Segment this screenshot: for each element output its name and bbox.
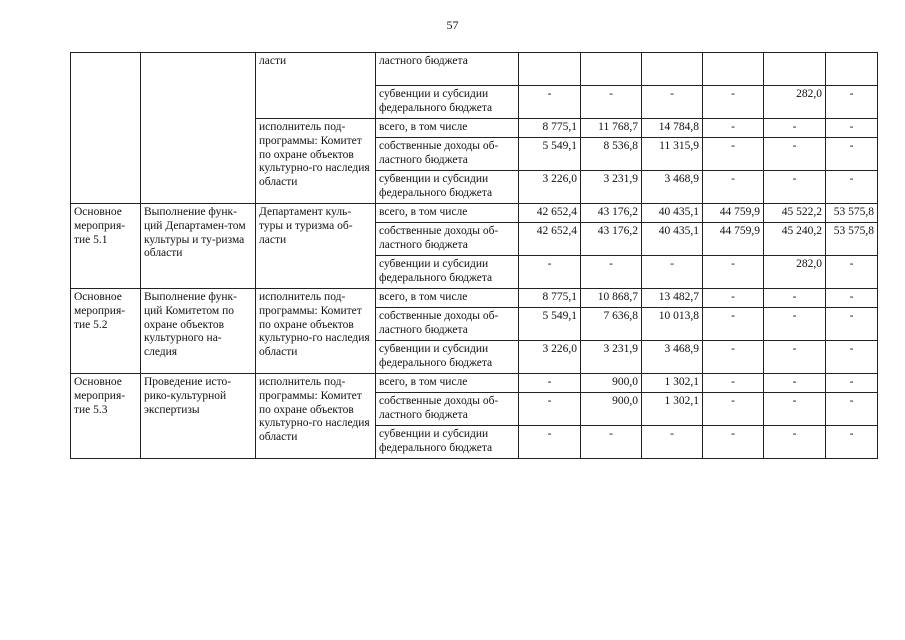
value-cell: - [703,289,764,308]
value-cell: 53 575,8 [826,223,878,256]
measure-name: Выполнение функ-ций Департамен-том культуры и ту-ризма области [141,204,256,289]
value-cell: - [581,86,642,119]
measure-name: Проведение исто-рико-культурной экспертизы [141,374,256,459]
value-cell: 8 536,8 [581,138,642,171]
value-cell: - [826,86,878,119]
measure-code: Основное мероприя-тие 5.1 [71,204,141,289]
value-cell: - [764,393,826,426]
value-cell [764,53,826,86]
value-cell: 5 549,1 [519,308,581,341]
source-cell: субвенции и субсидии федерального бюджета [376,86,519,119]
value-cell: - [703,256,764,289]
value-cell: - [519,256,581,289]
value-cell: 282,0 [764,256,826,289]
value-cell: - [764,308,826,341]
source-cell: собственные доходы об-ластного бюджета [376,138,519,171]
table-row [71,53,878,86]
value-cell: 45 240,2 [764,223,826,256]
value-cell: - [703,138,764,171]
value-cell: - [764,374,826,393]
value-cell: 3 468,9 [642,171,703,204]
value-cell: 11 768,7 [581,119,642,138]
source-cell: собственные доходы об-ластного бюджета [376,308,519,341]
value-cell: - [826,341,878,374]
executor-cell: ласти [256,53,376,119]
value-cell: 10 013,8 [642,308,703,341]
value-cell [703,53,764,86]
value-cell: 45 522,2 [764,204,826,223]
value-cell: - [764,119,826,138]
value-cell: - [703,374,764,393]
value-cell: - [581,426,642,459]
value-cell: - [703,308,764,341]
value-cell [519,53,581,86]
value-cell [642,53,703,86]
value-cell: - [703,341,764,374]
measure-code: Основное мероприя-тие 5.2 [71,289,141,374]
value-cell: 42 652,4 [519,223,581,256]
value-cell: - [764,426,826,459]
value-cell: - [826,308,878,341]
source-cell: всего, в том числе [376,119,519,138]
source-cell: субвенции и субсидии федерального бюджета [376,171,519,204]
value-cell: - [703,426,764,459]
value-cell: 44 759,9 [703,204,764,223]
value-cell: 1 302,1 [642,374,703,393]
source-cell: субвенции и субсидии федерального бюджета [376,341,519,374]
value-cell: - [703,86,764,119]
value-cell: - [642,426,703,459]
table-body [71,53,878,459]
value-cell: 40 435,1 [642,204,703,223]
value-cell: 1 302,1 [642,393,703,426]
value-cell: 11 315,9 [642,138,703,171]
empty-cell [71,53,141,204]
table-row [71,289,878,308]
value-cell: 3 226,0 [519,171,581,204]
value-cell: - [826,393,878,426]
source-cell: ластного бюджета [376,53,519,86]
value-cell: 14 784,8 [642,119,703,138]
value-cell: 5 549,1 [519,138,581,171]
value-cell: - [764,341,826,374]
page-number: 57 [446,18,459,32]
value-cell: - [519,86,581,119]
source-cell: собственные доходы об-ластного бюджета [376,393,519,426]
value-cell: - [764,138,826,171]
value-cell: - [826,138,878,171]
value-cell: - [826,426,878,459]
value-cell: 40 435,1 [642,223,703,256]
value-cell: 8 775,1 [519,289,581,308]
value-cell: 53 575,8 [826,204,878,223]
value-cell: 3 231,9 [581,341,642,374]
value-cell: - [826,374,878,393]
value-cell [826,53,878,86]
source-cell: собственные доходы об-ластного бюджета [376,223,519,256]
source-cell: субвенции и субсидии федерального бюджета [376,426,519,459]
value-cell: 3 231,9 [581,171,642,204]
value-cell: - [764,289,826,308]
executor-cell: исполнитель под-программы: Комитет по охране объектов культурно-го наследия области [256,374,376,459]
value-cell: - [826,256,878,289]
value-cell: - [703,171,764,204]
measure-code: Основное мероприя-тие 5.3 [71,374,141,459]
value-cell: - [826,171,878,204]
value-cell [581,53,642,86]
value-cell: - [519,374,581,393]
value-cell: - [703,393,764,426]
table-row [71,374,878,393]
value-cell: 42 652,4 [519,204,581,223]
value-cell: - [764,171,826,204]
source-cell: субвенции и субсидии федерального бюджета [376,256,519,289]
value-cell: 3 468,9 [642,341,703,374]
value-cell: - [642,86,703,119]
value-cell: 3 226,0 [519,341,581,374]
value-cell: - [826,289,878,308]
value-cell: 43 176,2 [581,223,642,256]
value-cell: 900,0 [581,374,642,393]
source-cell: всего, в том числе [376,374,519,393]
executor-cell: исполнитель под-программы: Комитет по охране объектов культурно-го наследия области [256,119,376,204]
value-cell: - [519,426,581,459]
source-cell: всего, в том числе [376,204,519,223]
value-cell: - [703,119,764,138]
empty-cell [141,53,256,204]
executor-cell: исполнитель под-программы: Комитет по охране объектов культурно-го наследия области [256,289,376,374]
measure-name: Выполнение функ-ций Комитетом по охране объектов культурного на-следия [141,289,256,374]
executor-cell: Департамент куль-туры и туризма об-ласти [256,204,376,289]
value-cell: - [581,256,642,289]
source-cell: всего, в том числе [376,289,519,308]
table-row [71,204,878,223]
budget-table [70,52,878,459]
value-cell: 8 775,1 [519,119,581,138]
value-cell: - [519,393,581,426]
value-cell: 900,0 [581,393,642,426]
value-cell: 282,0 [764,86,826,119]
value-cell: 44 759,9 [703,223,764,256]
value-cell: - [642,256,703,289]
value-cell: 7 636,8 [581,308,642,341]
value-cell: 43 176,2 [581,204,642,223]
value-cell: 13 482,7 [642,289,703,308]
value-cell: 10 868,7 [581,289,642,308]
value-cell: - [826,119,878,138]
